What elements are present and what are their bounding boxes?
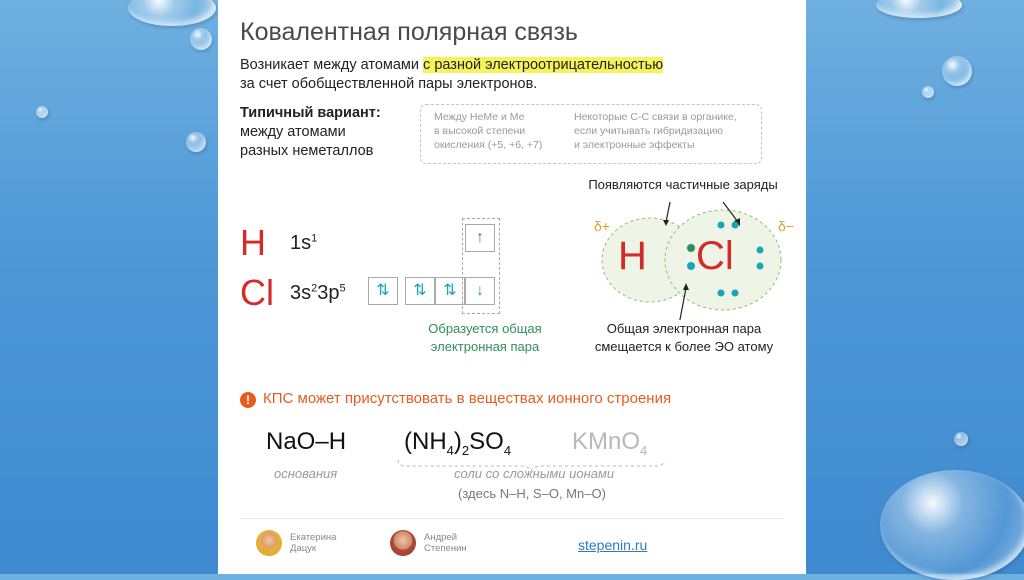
shared-pair-caption	[408, 320, 562, 356]
molecule-cl-symbol: Cl	[696, 234, 734, 278]
author-name-line: Андрей	[424, 532, 457, 543]
formula-kmno4	[572, 428, 647, 458]
water-drop-decoration	[876, 0, 962, 18]
chlorine-config-s: 3s	[290, 282, 312, 304]
note-left-line: Между НеМе и Ме	[434, 111, 525, 123]
shared-pair-caption-line: электронная пара	[430, 339, 540, 354]
typical-line2: разных неметаллов	[240, 143, 374, 159]
intro-text	[240, 56, 700, 94]
water-drop-decoration	[880, 470, 1024, 580]
cl-electron-dot	[718, 222, 725, 229]
water-drop-decoration	[186, 132, 206, 152]
intro-line2: за счет обобществленной пары электронов.	[240, 76, 538, 92]
chlorine-config-p: 3p	[317, 282, 340, 304]
hydrogen-config-exp: 1	[311, 232, 318, 245]
slide-title: Ковалентная полярная связь	[240, 18, 578, 46]
note-left-line: в высокой степени	[434, 125, 526, 137]
formula-part: SO	[469, 428, 504, 455]
chlorine-config-p-exp: 5	[339, 282, 346, 295]
molecule-diagram	[578, 190, 798, 320]
label-bonds-here: (здесь N–H, S–O, Mn–O)	[458, 486, 606, 501]
formula-naoh: NaO–H	[266, 428, 347, 455]
warning-line	[240, 390, 671, 408]
hydrogen-config	[290, 232, 317, 255]
chlorine-symbol: Cl	[240, 272, 274, 313]
cl-electron-dot	[732, 290, 739, 297]
molecule-h-symbol: H	[618, 234, 647, 278]
website-link[interactable]: stepenin.ru	[578, 537, 648, 553]
pointer-arrow-left	[666, 202, 670, 222]
note-right-line: Некоторые С-С связи в органике,	[574, 111, 737, 123]
cl-electron-dot	[718, 290, 725, 297]
author-avatar	[256, 530, 282, 556]
warning-text: КПС может присутствовать в веществах ионного строения	[263, 390, 672, 407]
shifted-pair-caption	[574, 320, 794, 356]
delta-plus: δ+	[594, 218, 610, 234]
footer-divider	[240, 518, 784, 519]
hydrogen-symbol: H	[240, 222, 266, 263]
intro-line1: Возникает между атомами	[240, 57, 424, 73]
water-drop-decoration	[922, 86, 934, 98]
formula-subscript: 4	[446, 442, 454, 458]
cl-electron-dot	[687, 262, 695, 270]
note-right	[574, 110, 737, 152]
chlorine-config-s-exp: 2	[311, 282, 318, 295]
hydrogen-config-text: 1s	[290, 232, 312, 254]
author-name-line: Степенин	[424, 543, 467, 554]
typical-line1: между атомами	[240, 124, 346, 140]
formula-part: (NH	[404, 428, 447, 455]
cl-p-orbital-cell: ⇅	[435, 277, 465, 305]
author-name-2	[424, 532, 467, 554]
author-name-1	[290, 532, 336, 554]
water-drop-decoration	[190, 28, 212, 50]
formula-part: KMnO	[572, 428, 641, 455]
author-avatar	[390, 530, 416, 556]
intro-highlight: с разной электроотрицательностью	[423, 57, 664, 73]
note-left-line: окисления (+5, +6, +7)	[434, 139, 543, 151]
partial-charges-caption: Появляются частичные заряды	[588, 177, 778, 192]
cl-electron-dot	[757, 263, 764, 270]
water-drop-decoration	[36, 106, 48, 118]
author-name-line: Дацук	[290, 543, 317, 554]
shifted-pair-caption-line: Общая электронная пара	[606, 321, 762, 336]
shared-electron-dot	[687, 244, 695, 252]
water-drop-decoration	[942, 56, 972, 86]
chlorine-config	[290, 282, 346, 305]
water-drop-decoration	[954, 432, 968, 446]
note-right-line: если учитывать гибридизацию	[574, 125, 724, 137]
label-salts: соли со сложными ионами	[454, 466, 615, 481]
formula-part: )	[453, 428, 462, 455]
cl-p-orbital-cell: ⇅	[405, 277, 435, 305]
formula-subscript: 4	[640, 442, 648, 458]
cl-p-orbital-cell: ↓	[465, 277, 495, 305]
shifted-pair-caption-line: смещается к более ЭО атому	[594, 339, 774, 354]
label-bases: основания	[274, 466, 338, 481]
cl-s-orbital-cell: ⇅	[368, 277, 398, 305]
formula-ammonium-sulfate	[404, 428, 511, 458]
slide	[218, 0, 806, 574]
cl-electron-dot	[732, 222, 739, 229]
author-name-line: Екатерина	[290, 532, 337, 543]
typical-variant	[240, 104, 381, 161]
shared-pair-caption-line: Образуется общая	[428, 321, 542, 336]
warning-icon: !	[240, 392, 256, 408]
cl-electron-dot	[757, 247, 764, 254]
note-right-line: и электронные эффекты	[574, 139, 695, 151]
formula-subscript: 4	[503, 442, 512, 458]
note-left	[434, 110, 542, 152]
typical-heading: Типичный вариант:	[240, 105, 381, 121]
water-drop-decoration	[128, 0, 216, 26]
delta-minus: δ−	[778, 218, 794, 234]
formula-subscript: 2	[461, 442, 470, 458]
h-orbital-cell: ↑	[465, 224, 495, 252]
